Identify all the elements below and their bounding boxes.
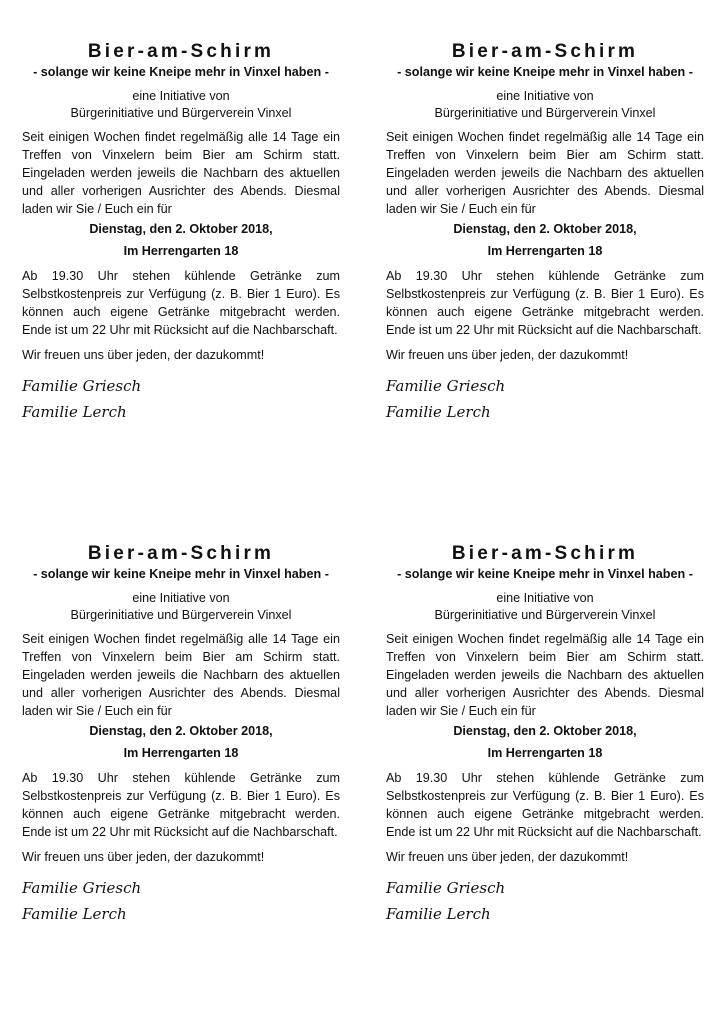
- event-location: Im Herrengarten 18: [123, 244, 239, 258]
- event-date: Dienstag, den 2. Oktober 2018,: [453, 222, 637, 236]
- initiative-line-1: eine Initiative von: [496, 89, 594, 103]
- initiative-line-1: eine Initiative von: [496, 591, 594, 605]
- details-paragraph: Ab 19.30 Uhr stehen kühlende Getränke zum Selbstkostenpreis zur Verfügung (z. B. Bier 1 Euro). Es können auch eigene Getränke mitgebracht werden. Ende ist um 22 Uhr mit Rücksicht auf die Nachbarschaft.: [22, 771, 340, 839]
- event-date: Dienstag, den 2. Oktober 2018,: [89, 222, 273, 236]
- initiative-line-2: Bürgerinitiative und Bürgerverein Vinxel: [70, 106, 292, 120]
- closing-line: Wir freuen uns über jeden, der dazukommt!: [22, 850, 265, 864]
- details-paragraph: Ab 19.30 Uhr stehen kühlende Getränke zum Selbstkostenpreis zur Verfügung (z. B. Bier 1 Euro). Es können auch eigene Getränke mitgebracht werden. Ende ist um 22 Uhr mit Rücksicht auf die Nachbarschaft.: [386, 771, 704, 839]
- intro-paragraph: Seit einigen Wochen findet regelmäßig alle 14 Tage ein Treffen von Vinxelern beim Bier am Schirm statt. Eingeladen werden jeweils die Nachbarn des aktuellen und aller vorherigen Ausrichter des Abends. Diesmal laden wir Sie / Euch ein für: [22, 632, 340, 718]
- initiative-text: [22, 590, 340, 624]
- flyer-subtitle: - solange wir keine Kneipe mehr in Vinxel haben -: [33, 65, 329, 79]
- signature-griesch: Familie Griesch: [22, 377, 142, 395]
- flyer-subtitle: - solange wir keine Kneipe mehr in Vinxel haben -: [33, 567, 329, 581]
- event-date: Dienstag, den 2. Oktober 2018,: [453, 724, 637, 738]
- signature-griesch: Familie Griesch: [386, 879, 506, 897]
- initiative-line-2: Bürgerinitiative und Bürgerverein Vinxel: [434, 608, 656, 622]
- closing-line: Wir freuen uns über jeden, der dazukommt!: [22, 348, 265, 362]
- initiative-line-2: Bürgerinitiative und Bürgerverein Vinxel: [70, 608, 292, 622]
- initiative-text: [386, 590, 704, 624]
- intro-paragraph: Seit einigen Wochen findet regelmäßig alle 14 Tage ein Treffen von Vinxelern beim Bier am Schirm statt. Eingeladen werden jeweils die Nachbarn des aktuellen und aller vorherigen Ausrichter des Abends. Diesmal laden wir Sie / Euch ein für: [386, 130, 704, 216]
- flyer-bottom-right: [386, 542, 704, 927]
- flyer-title: Bier-am-Schirm: [451, 543, 639, 564]
- flyer-title: Bier-am-Schirm: [87, 543, 275, 564]
- event-location: Im Herrengarten 18: [123, 746, 239, 760]
- signature-lerch: Familie Lerch: [22, 403, 127, 421]
- signature-griesch: Familie Griesch: [386, 377, 506, 395]
- flyer-bottom-left: [22, 542, 340, 927]
- initiative-line-1: eine Initiative von: [132, 89, 230, 103]
- flyer-subtitle: - solange wir keine Kneipe mehr in Vinxel haben -: [397, 65, 693, 79]
- initiative-line-2: Bürgerinitiative und Bürgerverein Vinxel: [434, 106, 656, 120]
- flyer-top-right: [386, 40, 704, 425]
- flyer-top-left: [22, 40, 340, 425]
- details-paragraph: Ab 19.30 Uhr stehen kühlende Getränke zum Selbstkostenpreis zur Verfügung (z. B. Bier 1 Euro). Es können auch eigene Getränke mitgebracht werden. Ende ist um 22 Uhr mit Rücksicht auf die Nachbarschaft.: [386, 269, 704, 337]
- initiative-text: [22, 88, 340, 122]
- signature-lerch: Familie Lerch: [22, 905, 127, 923]
- intro-paragraph: Seit einigen Wochen findet regelmäßig alle 14 Tage ein Treffen von Vinxelern beim Bier am Schirm statt. Eingeladen werden jeweils die Nachbarn des aktuellen und aller vorherigen Ausrichter des Abends. Diesmal laden wir Sie / Euch ein für: [22, 130, 340, 216]
- signature-griesch: Familie Griesch: [22, 879, 142, 897]
- intro-paragraph: Seit einigen Wochen findet regelmäßig alle 14 Tage ein Treffen von Vinxelern beim Bier am Schirm statt. Eingeladen werden jeweils die Nachbarn des aktuellen und aller vorherigen Ausrichter des Abends. Diesmal laden wir Sie / Euch ein für: [386, 632, 704, 718]
- closing-line: Wir freuen uns über jeden, der dazukommt!: [386, 348, 629, 362]
- event-date: Dienstag, den 2. Oktober 2018,: [89, 724, 273, 738]
- closing-line: Wir freuen uns über jeden, der dazukommt!: [386, 850, 629, 864]
- event-location: Im Herrengarten 18: [487, 244, 603, 258]
- event-location: Im Herrengarten 18: [487, 746, 603, 760]
- details-paragraph: Ab 19.30 Uhr stehen kühlende Getränke zum Selbstkostenpreis zur Verfügung (z. B. Bier 1 Euro). Es können auch eigene Getränke mitgebracht werden. Ende ist um 22 Uhr mit Rücksicht auf die Nachbarschaft.: [22, 269, 340, 337]
- flyer-title: Bier-am-Schirm: [451, 41, 639, 62]
- signature-lerch: Familie Lerch: [386, 905, 491, 923]
- signature-lerch: Familie Lerch: [386, 403, 491, 421]
- flyer-subtitle: - solange wir keine Kneipe mehr in Vinxel haben -: [397, 567, 693, 581]
- flyer-title: Bier-am-Schirm: [87, 41, 275, 62]
- initiative-text: [386, 88, 704, 122]
- initiative-line-1: eine Initiative von: [132, 591, 230, 605]
